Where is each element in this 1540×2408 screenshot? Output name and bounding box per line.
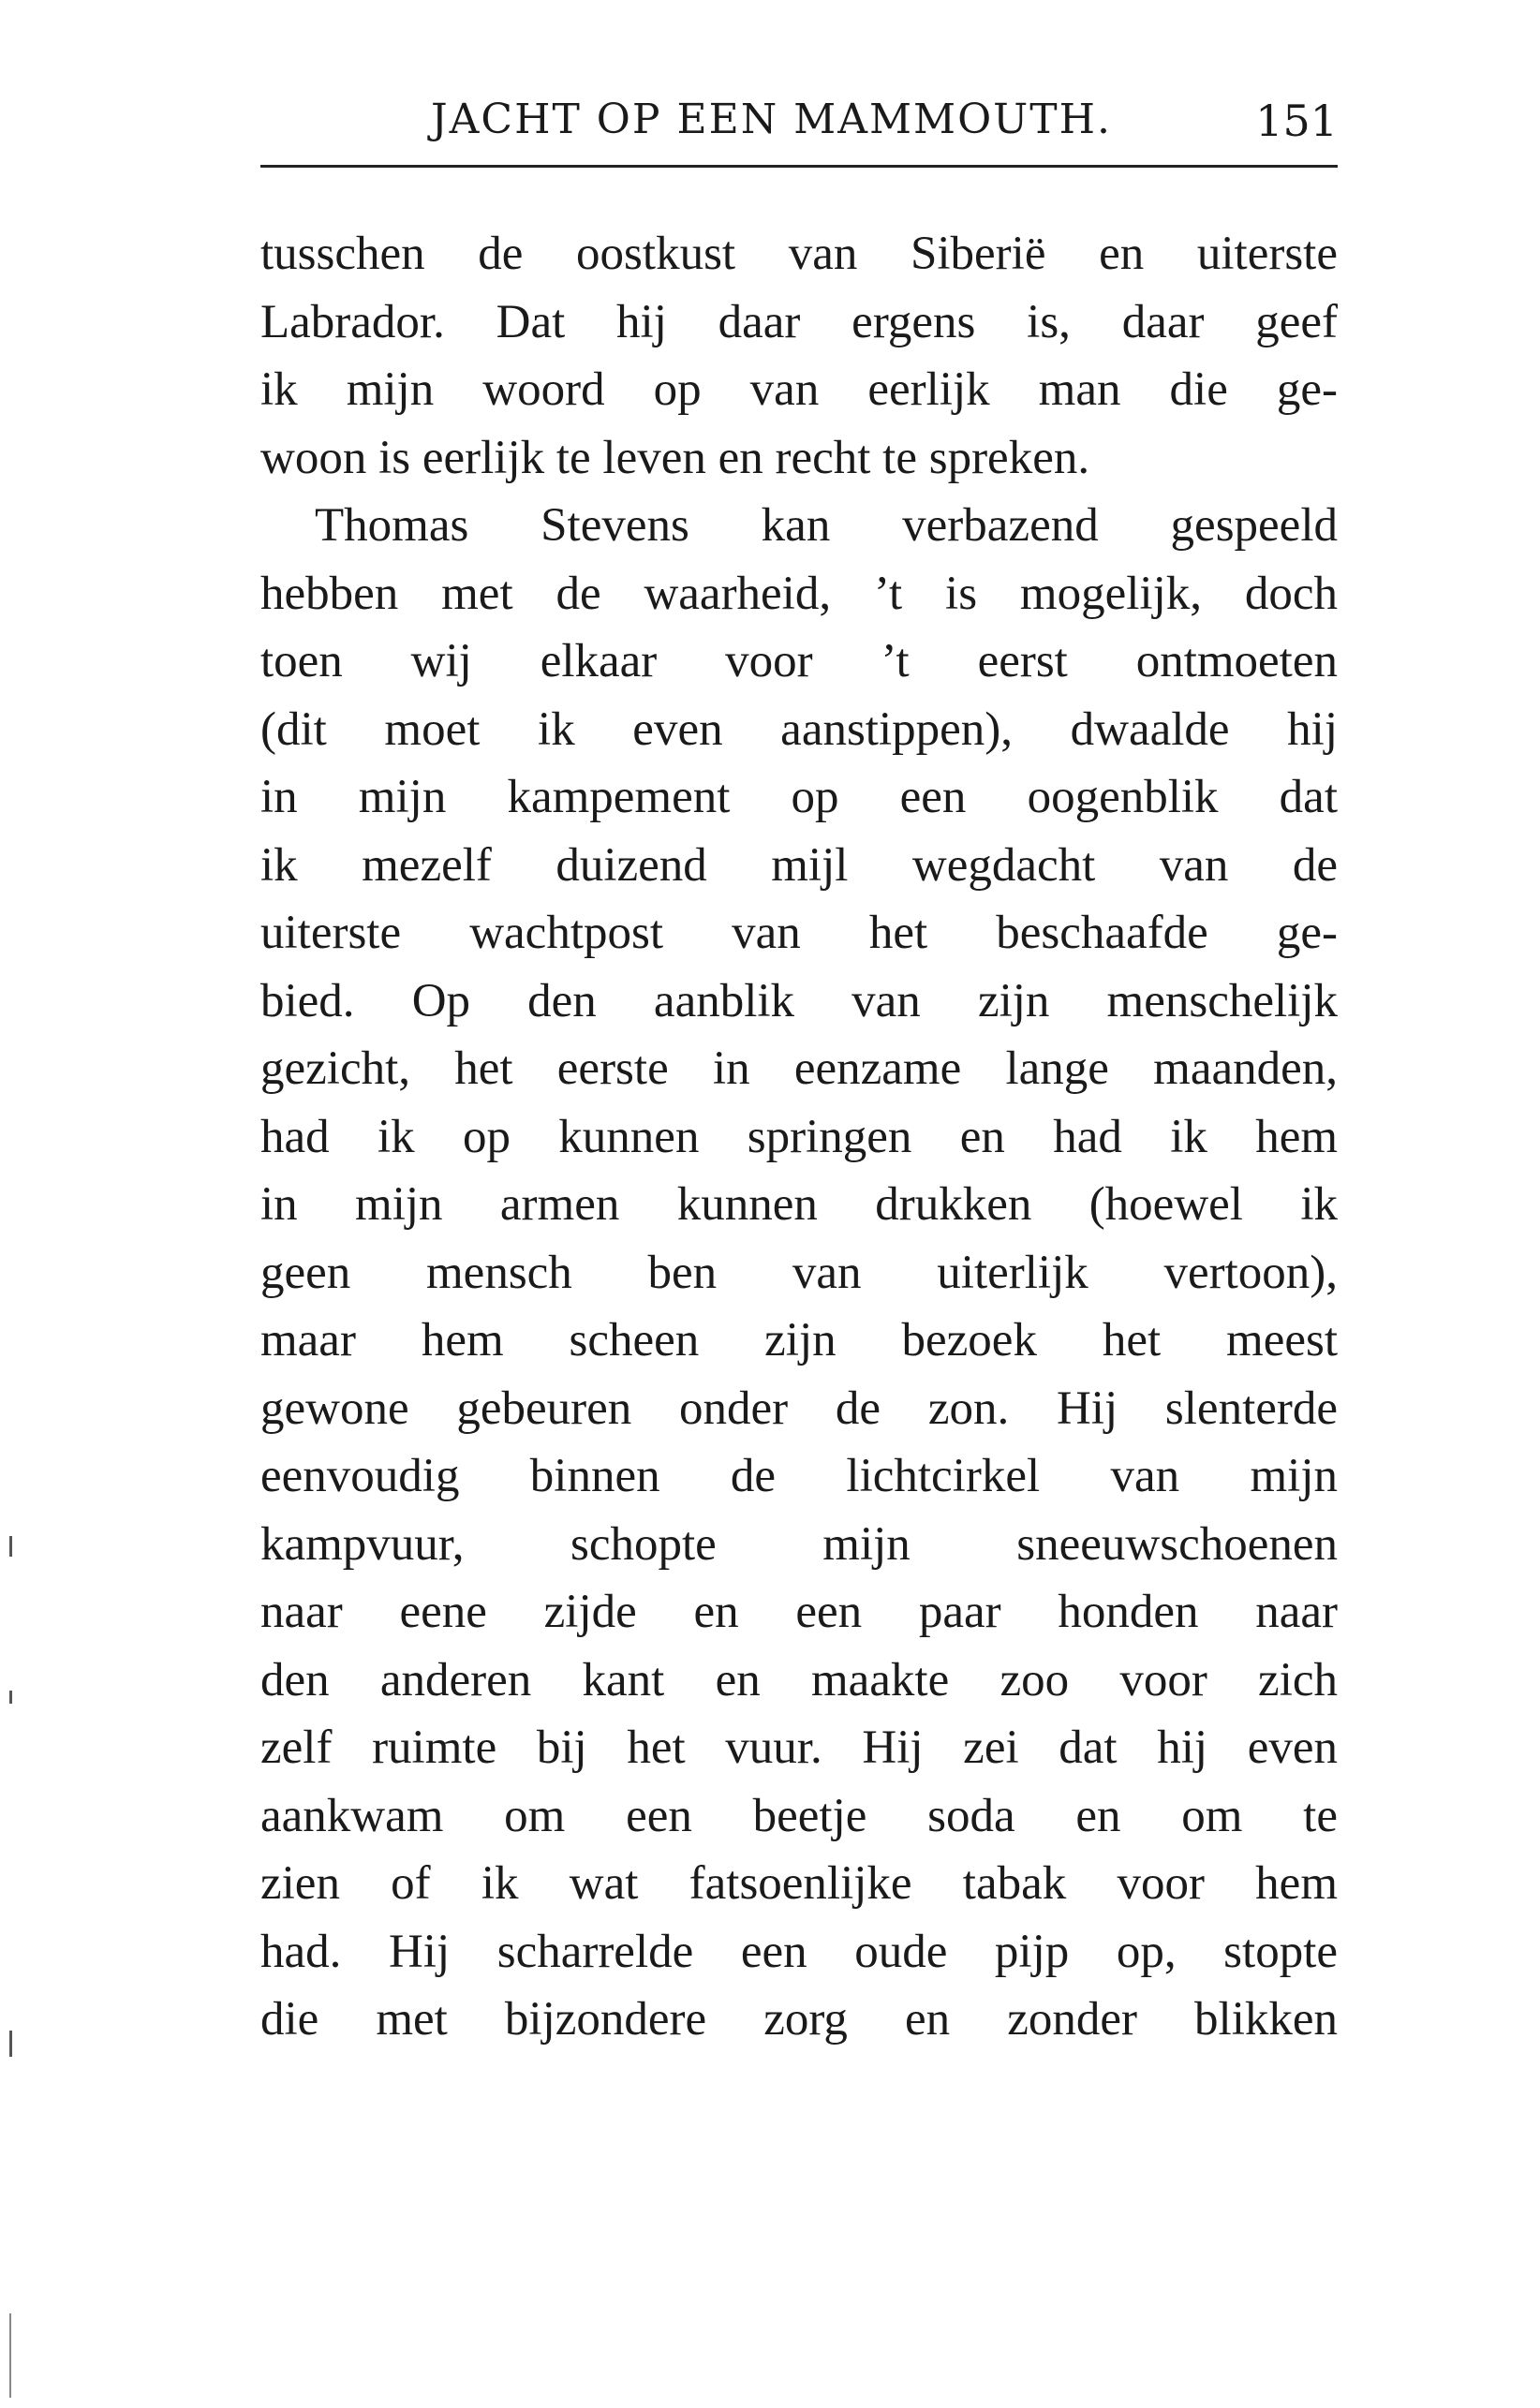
header-rule xyxy=(260,165,1338,168)
text-line: had. Hij scharrelde een oude pijp op, stopte xyxy=(260,1925,1338,1978)
text-line: geen mensch ben van uiterlijk vertoon), xyxy=(260,1246,1338,1299)
text-line: had ik op kunnen springen en had ik hem xyxy=(260,1110,1338,1163)
text-line: hebben met de waarheid, ’t is mogelijk, doch xyxy=(260,567,1338,620)
text-line: gezicht, het eerste in eenzame lange maanden, xyxy=(260,1042,1338,1095)
text-line: die met bijzondere zorg en zonder blikken xyxy=(260,1993,1338,2046)
text-line: gewone gebeuren onder de zon. Hij slenterde xyxy=(260,1381,1338,1435)
text-line: woon is eerlijk te leven en recht te spreken. xyxy=(260,431,1090,484)
text-line: zien of ik wat fatsoenlijke tabak voor hem xyxy=(260,1857,1338,1910)
margin-speck xyxy=(9,1536,12,1557)
margin-speck xyxy=(9,1691,12,1704)
text-line: bied. Op den aanblik van zijn menschelijk xyxy=(260,974,1338,1027)
text-line: (dit moet ik even aanstippen), dwaalde hij xyxy=(260,702,1338,756)
text-line: zelf ruimte bij het vuur. Hij zei dat hij even xyxy=(260,1721,1338,1774)
text-line: Labrador. Dat hij daar ergens is, daar geef xyxy=(260,295,1338,348)
text-line: kampvuur, schopte mijn sneeuwschoenen xyxy=(260,1517,1338,1571)
text-line: den anderen kant en maakte zoo voor zich xyxy=(260,1653,1338,1706)
text-line: toen wij elkaar voor ’t eerst ontmoeten xyxy=(260,635,1338,687)
text-line: tusschen de oostkust van Siberië en uiterste xyxy=(260,228,1338,280)
body-text xyxy=(260,220,1338,2054)
page-number: 151 xyxy=(1255,96,1338,146)
margin-speck xyxy=(9,2313,11,2398)
text-line: naar eene zijde en een paar honden naar xyxy=(260,1586,1338,1638)
margin-speck xyxy=(9,2031,12,2057)
text-line: ik mijn woord op van eerlijk man die ge- xyxy=(260,363,1338,416)
text-line: in mijn kampement op een oogenblik dat xyxy=(260,771,1338,823)
text-line: uiterste wachtpost van het beschaafde ge- xyxy=(260,907,1338,959)
page-header xyxy=(260,90,1338,157)
text-line: maar hem scheen zijn bezoek het meest xyxy=(260,1314,1338,1367)
text-line: in mijn armen kunnen drukken (hoewel ik xyxy=(260,1178,1338,1231)
text-line: ik mezelf duizend mijl wegdacht van de xyxy=(260,838,1338,892)
running-title: JACHT OP EEN MAMMOUTH. xyxy=(431,96,1112,143)
text-line: Thomas Stevens kan verbazend gespeeld xyxy=(315,499,1338,552)
text-line: aankwam om een beetje soda en om te xyxy=(260,1789,1338,1842)
text-line: eenvoudig binnen de lichtcirkel van mijn xyxy=(260,1450,1338,1502)
